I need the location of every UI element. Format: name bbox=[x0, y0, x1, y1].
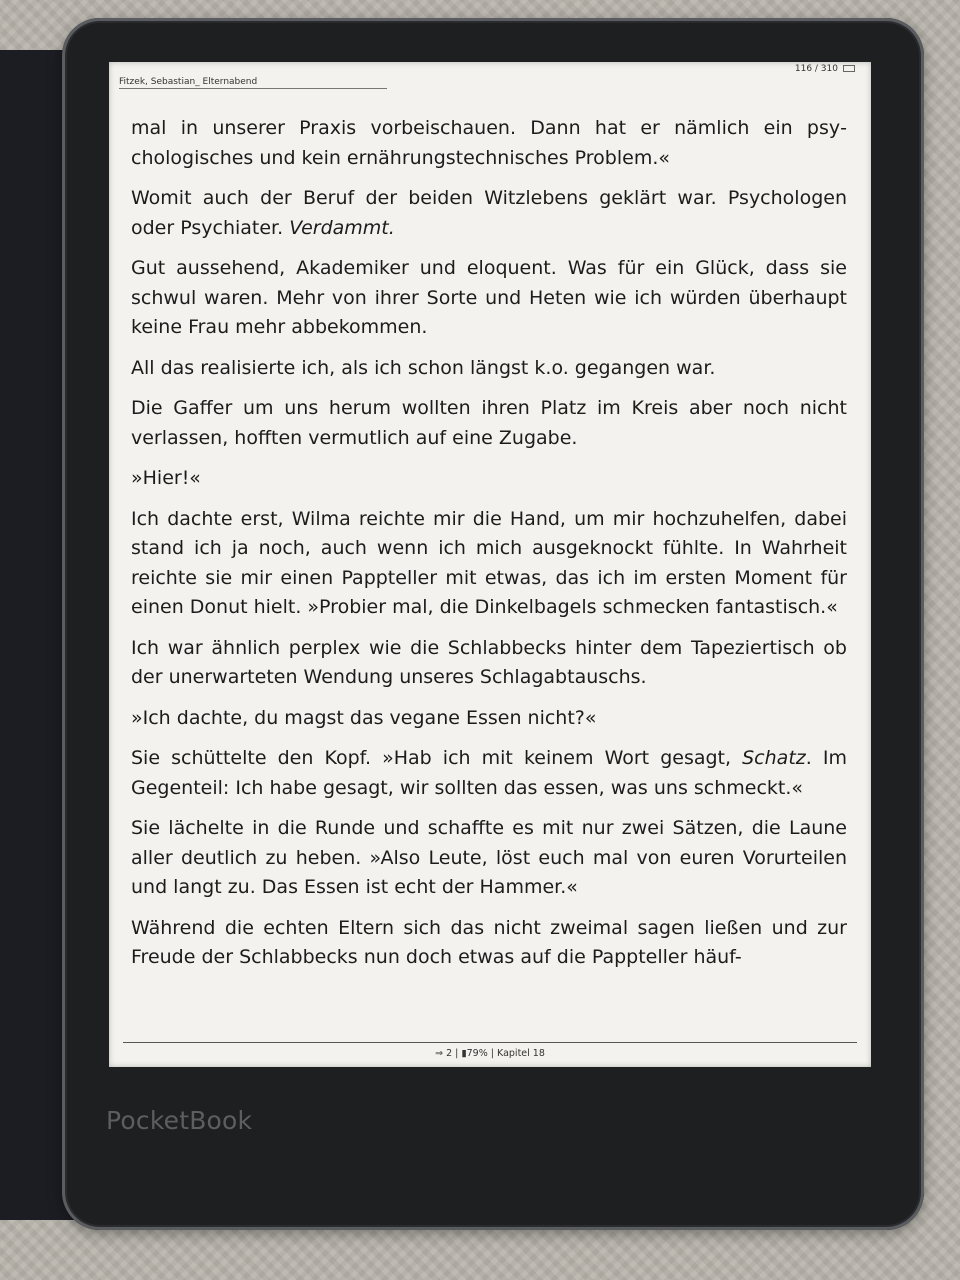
paragraph: Die Gaffer um uns herum wollten ihren Platz im Kreis aber noch nicht verlassen, hofften vermutlich auf eine Zugabe. bbox=[131, 397, 847, 449]
paragraph-text: . Im Gegenteil: Ich habe gesagt, wir sollten das essen, was uns schmeckt.« bbox=[131, 747, 847, 799]
brand-logo: PocketBook bbox=[106, 1106, 253, 1135]
footer-divider bbox=[123, 1042, 857, 1043]
paragraph-italic: Verdammt. bbox=[289, 216, 395, 239]
book-title-header: Fitzek, Sebastian_ Elternabend bbox=[119, 77, 387, 89]
footer-separator: | bbox=[490, 1048, 494, 1059]
ereader-device bbox=[62, 18, 924, 1230]
paragraph-text: Sie schüttelte den Kopf. »Hab ich mit keinem Wort gesagt, bbox=[131, 747, 743, 769]
footer-separator: | bbox=[455, 1048, 459, 1059]
page-counter bbox=[795, 64, 855, 74]
paragraph bbox=[131, 744, 847, 803]
book-page-text bbox=[131, 114, 847, 984]
paragraph: Ich war ähnlich perplex wie die Schlabbecks hinter dem Tapeziertisch ob der unerwarteten Wendung unseres Schlagabtauschs. bbox=[131, 636, 847, 688]
pages-left: ⇒ 2 bbox=[435, 1048, 453, 1059]
paragraph: »Ich dachte, du magst das vegane Essen nicht?« bbox=[131, 706, 597, 729]
paragraph: Sie lächelte in die Runde und schaffte es mit nur zwei Sätzen, die Laune aller deutlich zu heben. »Also Leute, löst euch mal von euren Vorurteilen und langt zu. Das Essen ist echt der Hammer.« bbox=[131, 817, 847, 898]
status-footer bbox=[109, 1048, 871, 1059]
battery-icon: ▮ bbox=[461, 1048, 467, 1059]
paragraph: »Hier!« bbox=[131, 467, 201, 489]
chapter-label: Kapitel 18 bbox=[497, 1048, 545, 1059]
ereader-screen[interactable] bbox=[109, 62, 871, 1067]
page-counter-text: 116 / 310 bbox=[794, 64, 838, 74]
paragraph: Während die echten Eltern sich das nicht zweimal sagen ließen und zur Freude der Schlabbecks nun doch etwas auf die Pappteller häuf- bbox=[131, 916, 847, 968]
paragraph: All das realisierte ich, als ich schon längst k.o. gegangen war. bbox=[131, 356, 716, 379]
battery-icon bbox=[843, 65, 855, 72]
paragraph-italic: Schatz bbox=[742, 747, 806, 769]
battery-level: 79% bbox=[466, 1048, 488, 1059]
paragraph: Ich dachte erst, Wilma reichte mir die Hand, um mir hochzuhelfen, dabei stand ich ja noch, auch wenn ich mich ausgeknockt fühlte. In Wahrheit reichte sie mir einen Pappteller mit etwas, das ich im ersten Moment für einen Donut hielt. »Probier mal, die Dinkelbagels schmecken fantastisch.« bbox=[131, 507, 847, 618]
paragraph: Gut aussehend, Akademiker und eloquent. Was für ein Glück, dass sie schwul waren. Mehr von ihrer Sorte und Heten wie ich würden überhaupt keine Frau mehr abbekommen. bbox=[131, 257, 847, 338]
paragraph-text: Womit auch der Beruf der beiden Witzlebens geklärt war. Psychologen oder Psychiater. bbox=[131, 187, 847, 239]
paragraph bbox=[131, 184, 847, 243]
paragraph: mal in unserer Praxis vorbeischauen. Dann hat er nämlich ein psychologisches und kein ernährungstechnisches Problem.« bbox=[131, 117, 847, 169]
